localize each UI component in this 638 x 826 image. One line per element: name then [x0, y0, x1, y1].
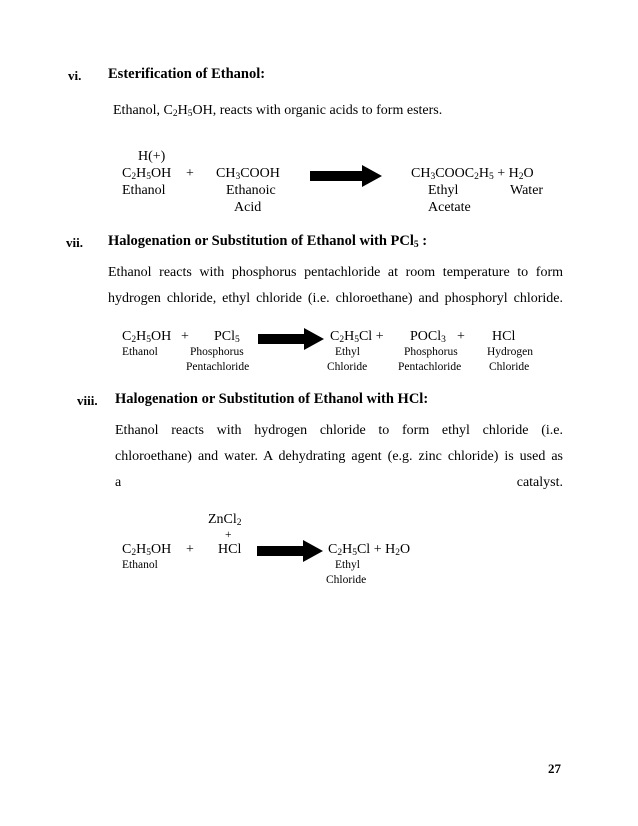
reactant-hcl-formula: HCl	[218, 542, 242, 557]
reactant-ethanoic-acid-formula: $CH_3COOH$	[216, 166, 280, 182]
page-number: 27	[548, 761, 561, 776]
product-ethyl-chloride-formula: $C_2H_5Cl$ +	[330, 329, 384, 345]
plus-sign: +	[186, 166, 194, 181]
section-heading-pcl5: Halogenation or Substitution of Ethanol with PCl$_5$ :	[108, 233, 428, 250]
label-phosphorus: Phosphorus	[190, 346, 244, 358]
section-vi-intro: Ethanol, $C_2H_5OH$, reacts with organic acids to form esters.	[113, 103, 443, 119]
plus-sign: +	[181, 329, 189, 344]
catalyst-label-h-plus: H(+)	[138, 149, 166, 164]
reactant-ethanol-formula: $C_2H_5OH$	[122, 166, 172, 182]
label-pentachloride: Pentachloride	[186, 361, 250, 373]
reaction-arrow-icon	[258, 328, 324, 350]
label-ethyl: Ethyl	[335, 559, 360, 571]
label-ethanol: Ethanol	[122, 183, 166, 198]
plus-sign: +	[457, 329, 465, 344]
label-ethanol: Ethanol	[122, 346, 158, 358]
label-ethanoic: Ethanoic	[226, 183, 276, 198]
section-viii-paragraph: Ethanol reacts with hydrogen chloride to form ethyl chloride (i.e. chloroethane) and water. A dehydrating agent (e.g. zinc chloride) is used as a catalyst.	[115, 423, 563, 490]
label-water: Water	[510, 183, 544, 198]
label-pentachloride: Pentachloride	[398, 361, 462, 373]
label-hydrogen: Hydrogen	[487, 346, 533, 358]
label-chloride: Chloride	[326, 574, 367, 586]
label-chloride: Chloride	[489, 361, 530, 373]
label-ethanol: Ethanol	[122, 559, 158, 571]
product-pocl3-formula: POCl$_3$	[410, 329, 446, 345]
label-acid: Acid	[234, 200, 262, 215]
reactant-ethanol-formula: $C_2H_5OH$	[122, 329, 172, 345]
label-chloride: Chloride	[327, 361, 368, 373]
section-number-viii: viii.	[77, 393, 98, 408]
product-ethyl-acetate-water-formula: $CH_3COOC_2H_5 + H_2O$	[411, 166, 534, 182]
section-number-vi: vi.	[68, 68, 82, 83]
section-heading-hcl: Halogenation or Substitution of Ethanol with HCl:	[115, 391, 429, 407]
label-ethyl: Ethyl	[428, 183, 459, 198]
section-vii-paragraph: Ethanol reacts with phosphorus pentachloride at room temperature to form hydrogen chloride, ethyl chloride (i.e. chloroethane) and phosphoryl chloride.	[108, 265, 563, 306]
product-ethyl-chloride-water-formula: $C_2H_5Cl + H_2O$	[328, 542, 411, 558]
reaction-arrow-icon	[310, 165, 382, 187]
label-acetate: Acetate	[428, 200, 471, 215]
section-number-vii: vii.	[66, 235, 83, 250]
label-phosphorus: Phosphorus	[404, 346, 458, 358]
reactant-ethanol-formula: $C_2H_5OH$	[122, 542, 172, 558]
section-heading-esterification: Esterification of Ethanol:	[108, 66, 266, 82]
plus-sign: +	[186, 542, 194, 557]
label-ethyl: Ethyl	[335, 346, 360, 358]
reaction-arrow-icon	[257, 540, 323, 562]
product-hcl-formula: HCl	[492, 329, 516, 344]
catalyst-zncl2: ZnCl$_2$	[208, 512, 242, 528]
catalyst-plus-sign: +	[225, 529, 232, 541]
reactant-pcl5-formula: PCl$_5$	[214, 329, 240, 345]
